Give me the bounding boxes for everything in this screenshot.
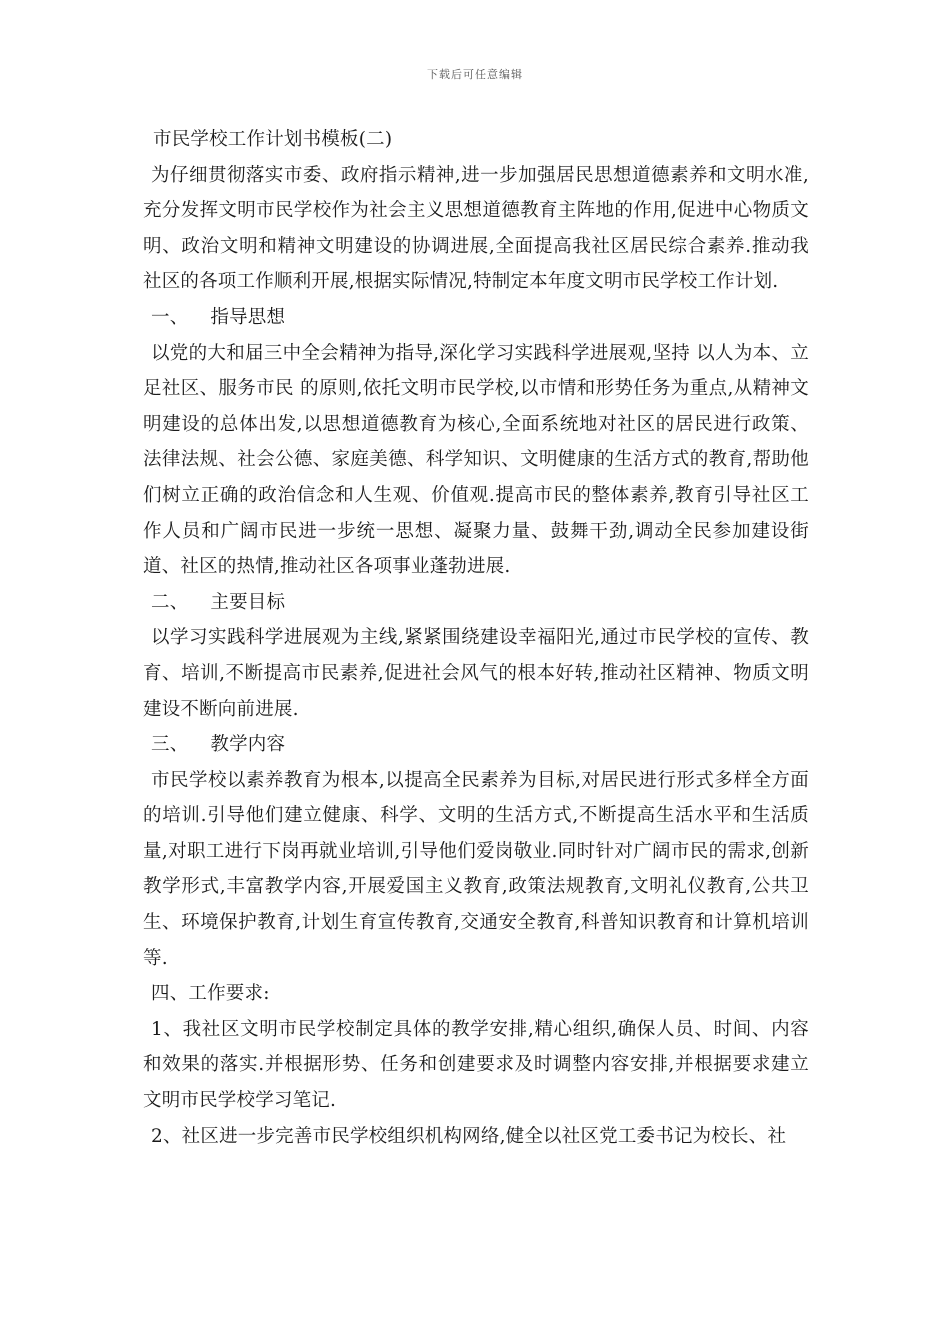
section-number: 三、 xyxy=(151,734,189,756)
section-title: 主要目标 xyxy=(210,591,286,613)
section-heading-3 xyxy=(143,727,809,763)
section-heading-4: 四、工作要求: xyxy=(151,983,270,1005)
section-title: 教学内容 xyxy=(210,734,286,756)
requirement-item-2: 2、社区进一步完善市民学校组织机构网络,健全以社区党工委书记为校长、社 xyxy=(151,1125,787,1147)
intro-paragraph: 为仔细贯彻落实市委、政府指示精神,进一步加强居民思想道德素养和文明水准,充分发挥文明市民学校作为社会主义思想道德教育主阵地的作用,促进中心物质文明、政治文明和精神文明建设的协调进展,全面提高我社区居民综合素养.推动我社区的各项工作顺利开展,根据实际情况,特制定本年度文明市民学校工作计划. xyxy=(143,164,809,293)
document-title: 市民学校工作计划书模板(二) xyxy=(153,129,393,150)
section-body-3: 市民学校以素养教育为根本,以提高全民素养为目标,对居民进行形式多样全方面的培训.引导他们建立健康、科学、文明的生活方式,不断提高生活水平和生活质量,对职工进行下岗再就业培训,引导他们爱岗敬业.同时针对广阔市民的需求,创新教学形式,丰富教学内容,开展爱国主义教育,政策法规教育,文明礼仪教育,公共卫生、环境保护教育,计划生育宣传教育,交通安全教育,科普知识教育和计算机培训等. xyxy=(143,769,809,969)
requirement-item-1: 1、我社区文明市民学校制定具体的教学安排,精心组织,确保人员、时间、内容和效果的落实.并根据形势、任务和创建要求及时调整内容安排,并根据要求建立文明市民学校学习笔记. xyxy=(143,1018,809,1112)
header-note: 下载后可任意编辑 xyxy=(427,68,523,81)
section-body-1: 以党的大和届三中全会精神为指导,深化学习实践科学进展观,坚持 以人为本、立足社区、服务市民 的原则,依托文明市民学校,以市情和形势任务为重点,从精神文明建设的总体出发,以思想道德教育为核心,全面系统地对社区的居民进行政策、法律法规、社会公德、家庭美德、科学知识、文明健康的生活方式的教育,帮助他们树立正确的政治信念和人生观、价值观.提高市民的整体素养,教育引导社区工作人员和广阔市民进一步统一思想、凝聚力量、鼓舞干劲,调动全民参加建设街道、社区的热情,推动社区各项事业蓬勃进展. xyxy=(143,342,809,578)
section-heading-1 xyxy=(143,300,809,336)
section-number: 二、 xyxy=(151,591,189,613)
section-title: 指导思想 xyxy=(210,306,286,328)
section-number: 一、 xyxy=(151,306,189,328)
document-body xyxy=(143,122,809,1154)
section-heading-2 xyxy=(143,585,809,621)
section-body-2: 以学习实践科学进展观为主线,紧紧围绕建设幸福阳光,通过市民学校的宣传、教育、培训,不断提高市民素养,促进社会风气的根本好转,推动社区精神、物质文明建设不断向前进展. xyxy=(143,627,809,720)
